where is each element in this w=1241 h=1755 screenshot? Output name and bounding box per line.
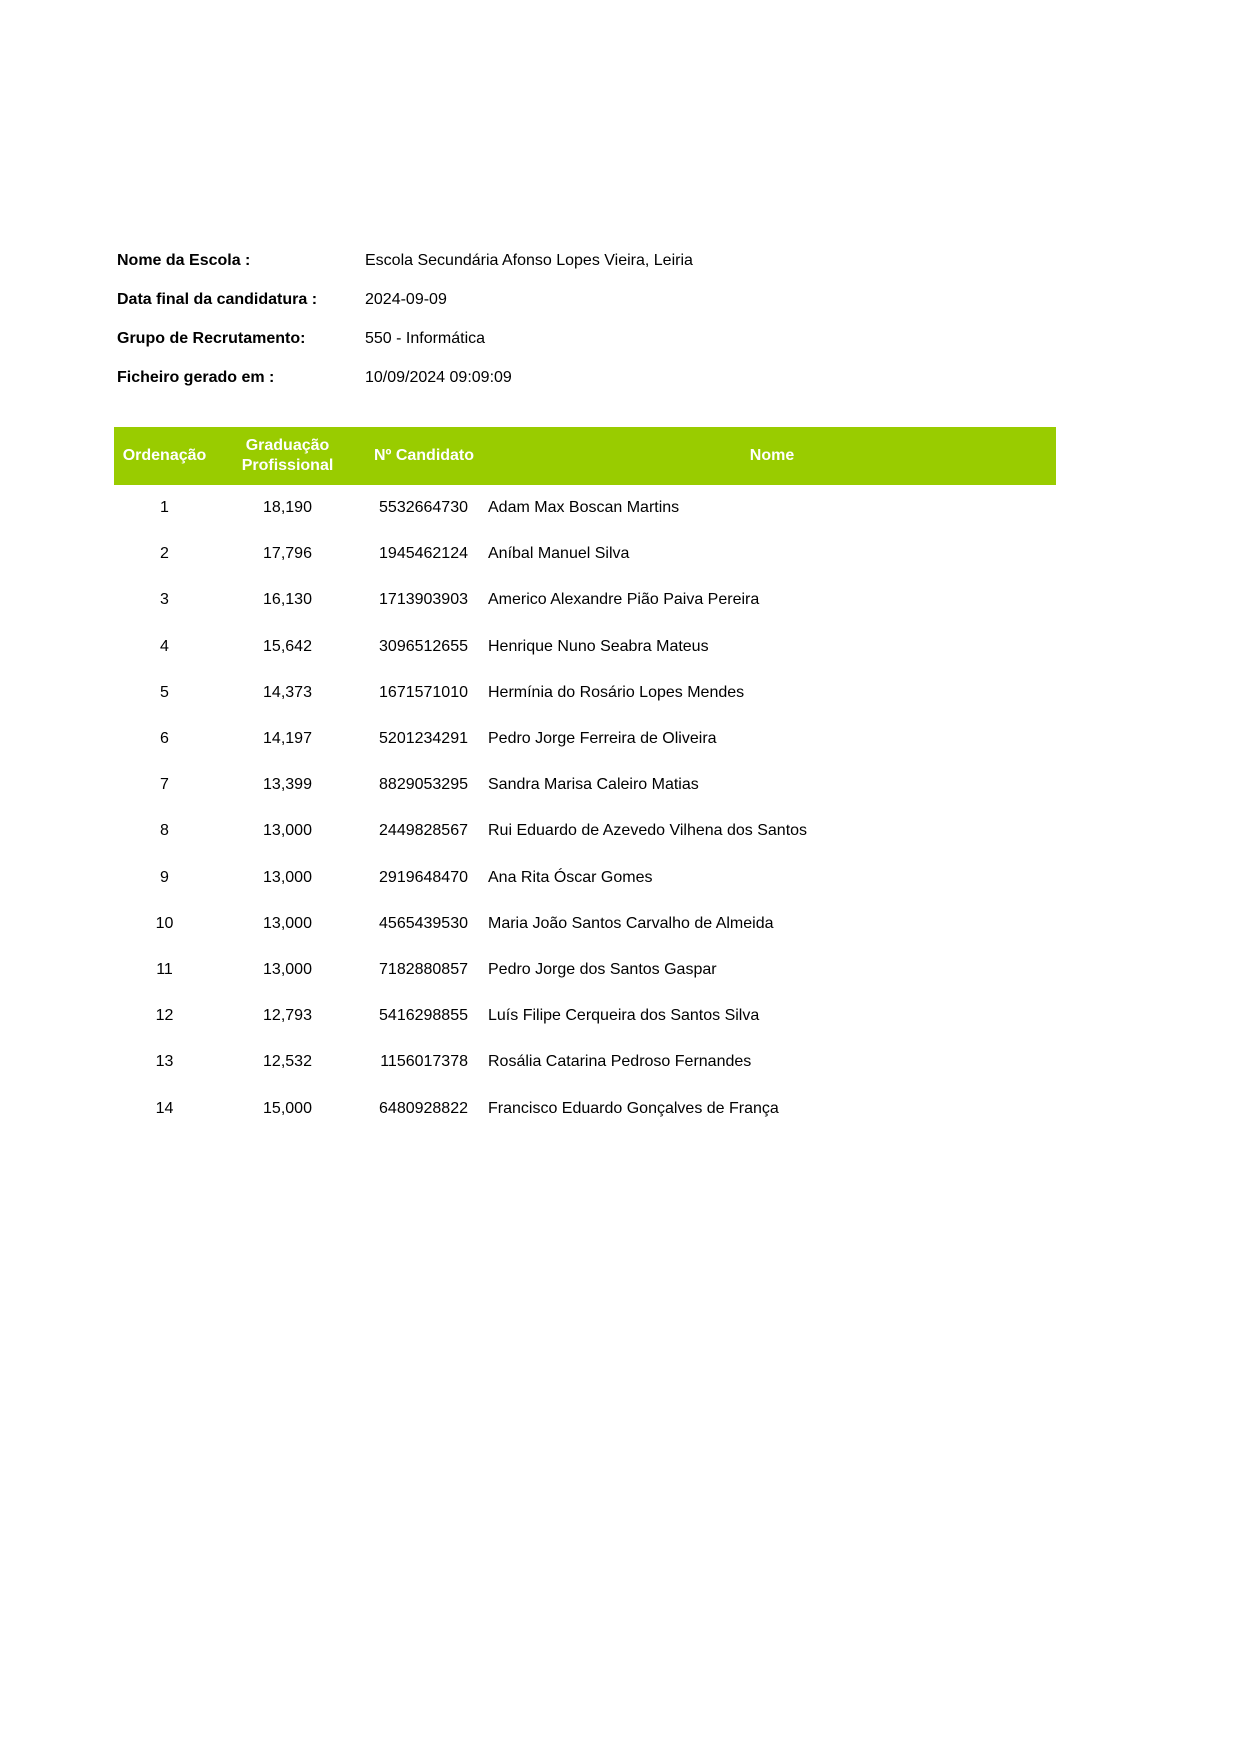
column-header-candidato: Nº Candidato bbox=[360, 427, 488, 485]
cell-graduacao: 15,642 bbox=[263, 637, 312, 655]
table-header bbox=[114, 427, 1056, 485]
cell-candidato: 2919648470 bbox=[379, 868, 468, 886]
table-row bbox=[114, 808, 1056, 854]
cell-ordenacao: 2 bbox=[160, 545, 169, 563]
cell-ordenacao: 8 bbox=[160, 822, 169, 840]
cell-nome: Pedro Jorge dos Santos Gaspar bbox=[488, 960, 717, 978]
group-label: Grupo de Recrutamento: bbox=[117, 329, 306, 347]
table-row bbox=[114, 993, 1056, 1039]
school-value: Escola Secundária Afonso Lopes Vieira, Leiria bbox=[365, 251, 693, 269]
cell-ordenacao: 9 bbox=[160, 868, 169, 886]
cell-graduacao: 13,000 bbox=[263, 822, 312, 840]
cell-ordenacao: 14 bbox=[155, 1099, 174, 1117]
group-row bbox=[117, 319, 1017, 358]
cell-ordenacao: 4 bbox=[160, 637, 169, 655]
generated-label: Ficheiro gerado em : bbox=[117, 368, 275, 386]
cell-candidato: 2449828567 bbox=[379, 822, 468, 840]
cell-candidato: 4565439530 bbox=[379, 914, 468, 932]
cell-candidato: 5532664730 bbox=[379, 499, 468, 517]
cell-graduacao: 14,197 bbox=[263, 730, 312, 748]
group-value: 550 - Informática bbox=[365, 329, 486, 347]
generated-value: 10/09/2024 09:09:09 bbox=[365, 368, 512, 386]
cell-ordenacao: 13 bbox=[155, 1053, 174, 1071]
cell-nome: Maria João Santos Carvalho de Almeida bbox=[488, 914, 774, 932]
cell-nome: Francisco Eduardo Gonçalves de França bbox=[488, 1099, 779, 1117]
cell-candidato: 7182880857 bbox=[379, 960, 468, 978]
cell-graduacao: 17,796 bbox=[263, 545, 312, 563]
table-header-row bbox=[114, 427, 1056, 485]
cell-candidato: 5416298855 bbox=[379, 1007, 468, 1025]
results-table bbox=[114, 427, 1056, 1132]
cell-ordenacao: 3 bbox=[160, 591, 169, 609]
cell-nome: Hermínia do Rosário Lopes Mendes bbox=[488, 683, 745, 701]
cell-graduacao: 12,793 bbox=[263, 1007, 312, 1025]
school-row bbox=[117, 241, 1017, 280]
cell-candidato: 1156017378 bbox=[380, 1053, 468, 1071]
cell-candidato: 8829053295 bbox=[379, 776, 468, 794]
deadline-value: 2024-09-09 bbox=[365, 290, 447, 308]
cell-candidato: 1713903903 bbox=[379, 591, 468, 609]
table-row bbox=[114, 762, 1056, 808]
cell-graduacao: 13,000 bbox=[263, 914, 312, 932]
generated-row bbox=[117, 358, 1017, 397]
table-row bbox=[114, 670, 1056, 716]
cell-candidato: 1945462124 bbox=[379, 545, 468, 563]
cell-ordenacao: 10 bbox=[155, 914, 174, 932]
table-row bbox=[114, 947, 1056, 993]
cell-nome: Henrique Nuno Seabra Mateus bbox=[488, 637, 709, 655]
cell-nome: Pedro Jorge Ferreira de Oliveira bbox=[488, 730, 717, 748]
column-header-graduacao-label: Graduação Profissional bbox=[241, 437, 334, 474]
cell-graduacao: 13,000 bbox=[263, 960, 312, 978]
table-row bbox=[114, 901, 1056, 947]
deadline-row bbox=[117, 280, 1017, 319]
cell-candidato: 3096512655 bbox=[379, 637, 468, 655]
cell-ordenacao: 12 bbox=[155, 1007, 174, 1025]
cell-ordenacao: 1 bbox=[160, 499, 169, 517]
school-label: Nome da Escola : bbox=[117, 251, 251, 269]
cell-nome: Americo Alexandre Pião Paiva Pereira bbox=[488, 591, 760, 609]
column-header-graduacao bbox=[215, 427, 360, 485]
column-header-nome: Nome bbox=[488, 427, 1056, 485]
cell-graduacao: 15,000 bbox=[263, 1099, 312, 1117]
cell-ordenacao: 11 bbox=[156, 960, 173, 978]
table-row bbox=[114, 716, 1056, 762]
table-row bbox=[114, 624, 1056, 670]
cell-graduacao: 16,130 bbox=[263, 591, 312, 609]
cell-ordenacao: 5 bbox=[160, 683, 169, 701]
cell-nome: Aníbal Manuel Silva bbox=[488, 545, 630, 563]
table-row bbox=[114, 531, 1056, 577]
cell-graduacao: 18,190 bbox=[263, 499, 312, 517]
cell-candidato: 6480928822 bbox=[379, 1099, 468, 1117]
table-body bbox=[114, 485, 1056, 1132]
table-row bbox=[114, 1039, 1056, 1085]
results-table-container bbox=[114, 427, 1056, 1132]
cell-candidato: 5201234291 bbox=[379, 730, 468, 748]
cell-candidato: 1671571010 bbox=[379, 683, 468, 701]
cell-graduacao: 13,399 bbox=[263, 776, 312, 794]
cell-nome: Luís Filipe Cerqueira dos Santos Silva bbox=[488, 1007, 760, 1025]
cell-graduacao: 13,000 bbox=[263, 868, 312, 886]
table-row bbox=[114, 485, 1056, 531]
cell-nome: Rosália Catarina Pedroso Fernandes bbox=[488, 1053, 752, 1071]
table-row bbox=[114, 855, 1056, 901]
column-header-ordenacao: Ordenação bbox=[114, 427, 215, 485]
cell-ordenacao: 6 bbox=[160, 730, 169, 748]
cell-graduacao: 12,532 bbox=[263, 1053, 312, 1071]
document-header bbox=[117, 241, 1017, 397]
cell-nome: Adam Max Boscan Martins bbox=[488, 499, 680, 517]
table-row bbox=[114, 577, 1056, 623]
deadline-label: Data final da candidatura : bbox=[117, 290, 318, 308]
cell-graduacao: 14,373 bbox=[263, 683, 312, 701]
cell-ordenacao: 7 bbox=[160, 776, 169, 794]
cell-nome: Sandra Marisa Caleiro Matias bbox=[488, 776, 699, 794]
cell-nome: Rui Eduardo de Azevedo Vilhena dos Santos bbox=[488, 822, 808, 840]
cell-nome: Ana Rita Óscar Gomes bbox=[488, 868, 653, 886]
table-row bbox=[114, 1085, 1056, 1131]
